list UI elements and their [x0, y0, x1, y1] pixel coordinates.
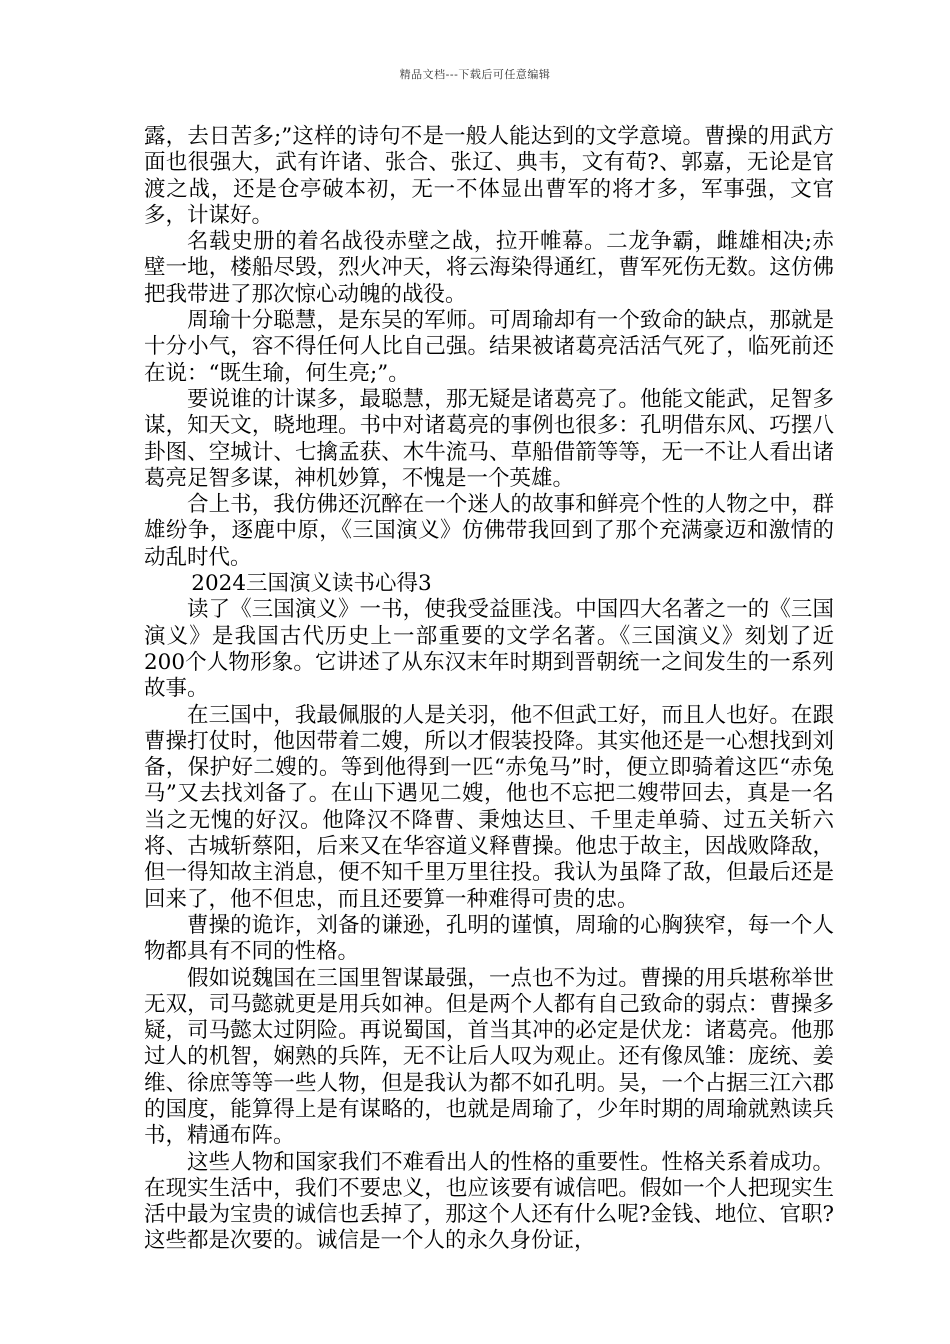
paragraph-1: 露，去日苦多;”这样的诗句不是一般人能达到的文学意境。曹操的用武方面也很强大，武有许诸、张合、张辽、典韦，文有荀?、郭嘉，无论是官渡之战，还是仓亭破本初，无一不体显出曹军的将才多，军事强，文官多，计谋好。 [144, 124, 834, 228]
paragraph-9: 假如说魏国在三国里智谋最强，一点也不为过。曹操的用兵堪称举世无双，司马懿就更是用兵如神。但是两个人都有自己致命的弱点：曹操多疑，司马懿太过阴险。再说蜀国，首当其冲的必定是伏龙：诸葛亮。他那过人的机智，娴熟的兵阵，无不让后人叹为观止。还有像凤雏：庞统、姜维、徐庶等等一些人物，但是我认为都不如孔明。吴，一个占据三江六郡的国度，能算得上是有谋略的，也就是周瑜了，少年时期的周瑜就熟读兵书，精通布阵。 [144, 965, 834, 1149]
paragraph-2: 名载史册的着名战役赤壁之战，拉开帷幕。二龙争霸，雌雄相决;赤壁一地，楼船尽毁，烈火冲天，将云海染得通红，曹军死伤无数。这仿佛把我带进了那次惊心动魄的战役。 [144, 229, 834, 307]
paragraph-6: 读了《三国演义》一书，使我受益匪浅。中国四大名著之一的《三国演义》是我国古代历史上一部重要的文学名著。《三国演义》刻划了近200个人物形象。它讲述了从东汉末年时期到晋朝统一之间发生的一系列故事。 [144, 597, 834, 702]
paragraph-10: 这些人物和国家我们不难看出人的性格的重要性。性格关系着成功。在现实生活中，我们不要忠义，也应该要有诚信吧。假如一个人把现实生活中最为宝贵的诚信也丢掉了，那这个人还有什么呢?金钱、地位、官职?这些都是次要的。诚信是一个人的永久身份证， [144, 1149, 834, 1254]
paragraph-3: 周瑜十分聪慧，是东吴的军师。可周瑜却有一个致命的缺点，那就是十分小气，容不得任何人比自己强。结果被诸葛亮活活气死了，临死前还在说：“既生瑜，何生亮;”。 [144, 308, 834, 386]
document-body [144, 124, 834, 1255]
page-header: 精品文档---下载后可任意编辑 [399, 68, 551, 81]
paragraph-8: 曹操的诡诈，刘备的谦逊，孔明的谨慎，周瑜的心胸狭窄，每一个人物都具有不同的性格。 [144, 912, 834, 965]
paragraph-5: 合上书，我仿佛还沉醉在一个迷人的故事和鲜亮个性的人物之中，群雄纷争，逐鹿中原，《三国演义》仿佛带我回到了那个充满豪迈和激情的动乱时代。 [144, 492, 834, 570]
paragraph-4: 要说谁的计谋多，最聪慧，那无疑是诸葛亮了。他能文能武，足智多谋，知天文，晓地理。书中对诸葛亮的事例也很多：孔明借东风、巧摆八卦图、空城计、七擒孟获、木牛流马、草船借箭等等，无一不让人看出诸葛亮足智多谋，神机妙算，不愧是一个英雄。 [144, 386, 834, 491]
section-heading: 2024三国演义读书心得3 [191, 571, 432, 597]
paragraph-7: 在三国中，我最佩服的人是关羽，他不但武工好，而且人也好。在跟曹操打仗时，他因带着二嫂，所以才假装投降。其实他还是一心想找到刘备，保护好二嫂的。等到他得到一匹“赤兔马”时，便立即骑着这匹“赤兔马”又去找刘备了。在山下遇见二嫂，他也不忘把二嫂带回去，真是一名当之无愧的好汉。他降汉不降曹、秉烛达旦、千里走单骑、过五关斩六将、古城斩蔡阳，后来又在华容道义释曹操。他忠于故主，因战败降敌，但一得知故主消息，便不知千里万里往投。我认为虽降了敌，但最后还是回来了，他不但忠，而且还要算一种难得可贵的忠。 [144, 702, 834, 912]
